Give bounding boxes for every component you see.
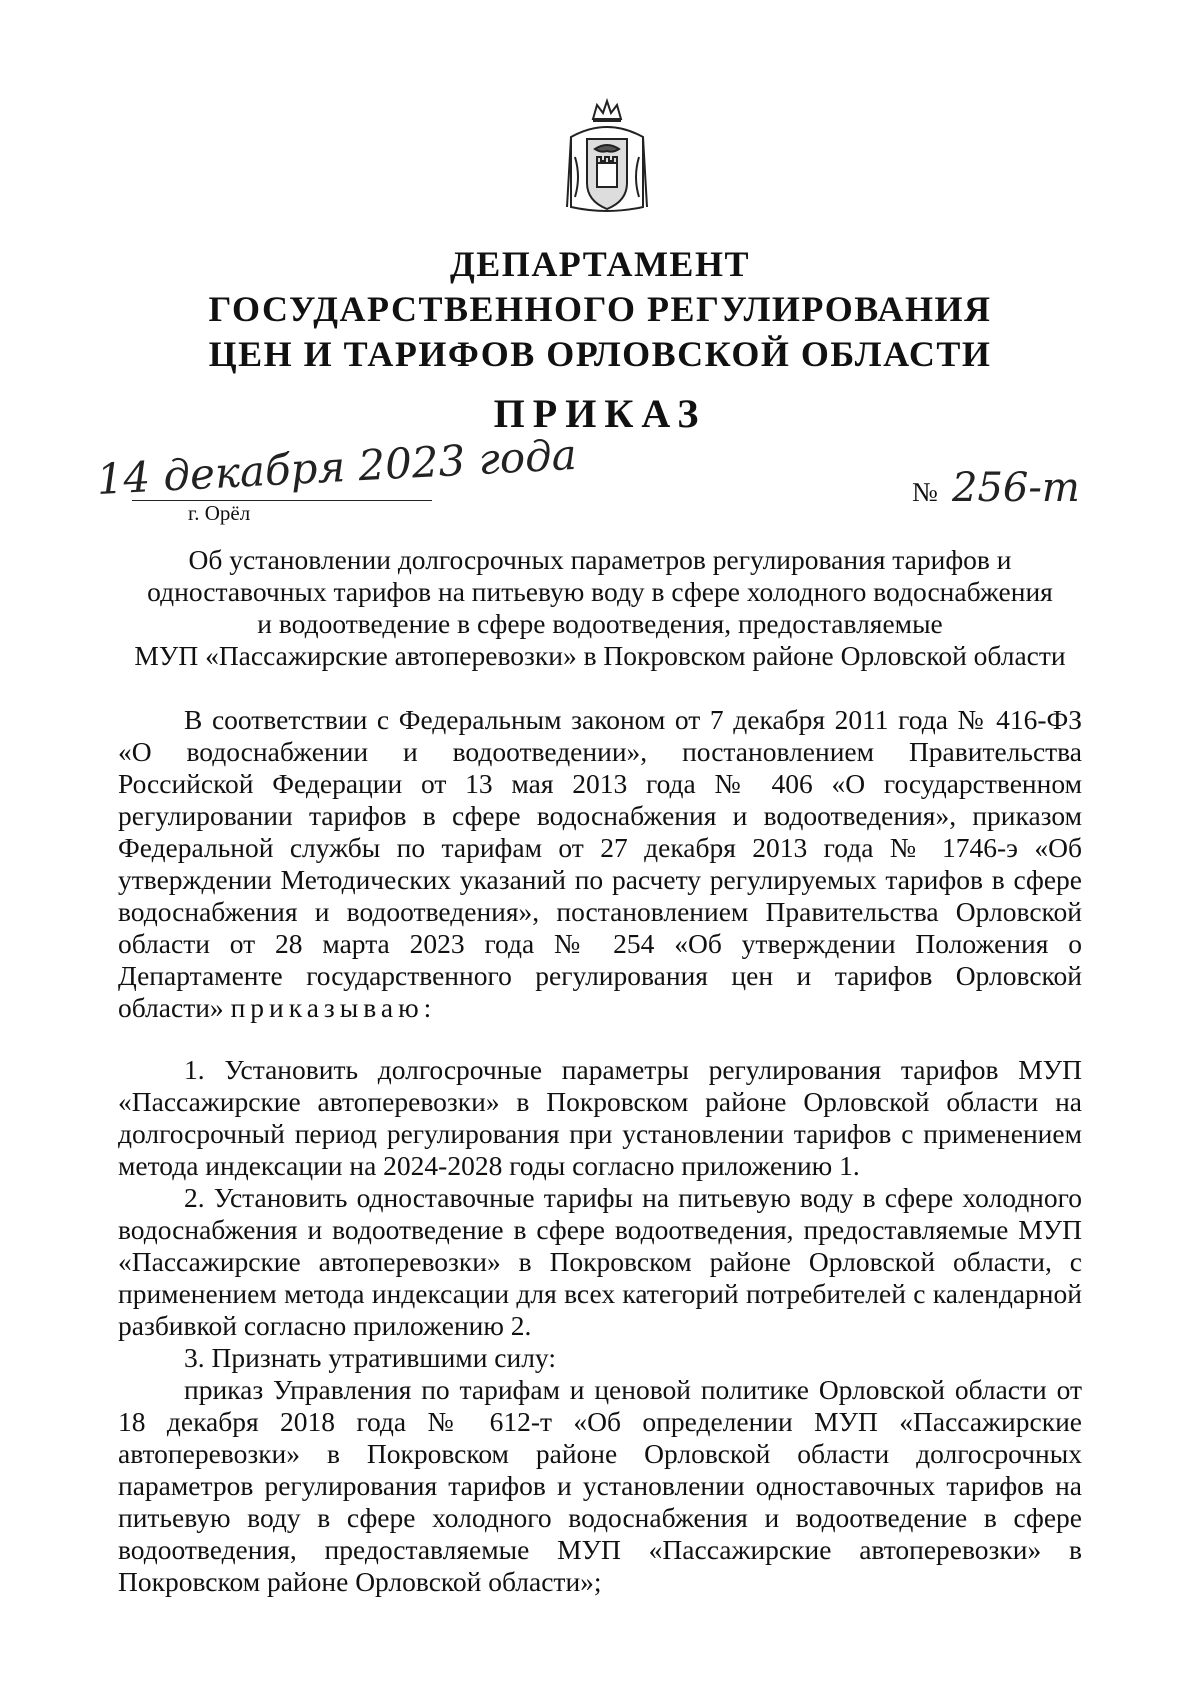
subject-line: одноставочных тарифов на питьевую воду в сфере холодного водоснабжения — [147, 576, 1053, 607]
preamble-text: В соответствии с Федеральным законом от 7 декабря 2011 года № 416-ФЗ «О водоснабжении и водоотведении», постановлением Правительства Российской Федерации от 13 мая 2013 года № 406 «О государственном регулировании тарифов в сфере водоснабжения и водоотведения», приказом Федеральной службы по тарифам от 27 декабря 2013 года № 1746-э «Об утверждении Методических указаний по расчету регулируемых тарифов в сфере водоснабжения и водоотведения», постановлением Правительства Орловской области от 28 марта 2023 года № 254 «Об утверждении Положения о Департаменте государственного регулирования цен и тарифов Орловской области» — [118, 704, 1082, 1023]
subject-line: и водоотведение в сфере водоотведения, предоставляемые — [257, 608, 943, 639]
org-name-line2: ГОСУДАРСТВЕННОГО РЕГУЛИРОВАНИЯ — [208, 289, 992, 329]
handwritten-date: 14 декабря 2023 года — [95, 429, 578, 504]
city-label: г. Орёл — [188, 501, 251, 525]
subject-line: Об установлении долгосрочных параметров регулирования тарифов и — [188, 544, 1012, 575]
item-3: 3. Признать утратившими силу: — [184, 1342, 556, 1373]
order-subject — [118, 544, 1082, 672]
org-name-line3: ЦЕН И ТАРИФОВ ОРЛОВСКОЙ ОБЛАСТИ — [208, 334, 992, 374]
preamble-action: приказываю: — [230, 992, 437, 1023]
item-2: 2. Установить одноставочные тарифы на питьевую воду в сфере холодного водоснабжения и водоотведение в сфере водоотведения, предоставляемые МУП «Пассажирские автоперевозки» в Покровском районе Орловской области, с применением метода индексации для всех категорий потребителей с календарной разбивкой согласно приложению 2. — [118, 1182, 1082, 1341]
number-label: № — [912, 477, 938, 507]
order-body — [118, 704, 1082, 1598]
date-underline — [132, 500, 432, 501]
item-1: 1. Установить долгосрочные параметры регулирования тарифов МУП «Пассажирские автоперевозки» в Покровском районе Орловской области на долгосрочный период регулирования при установлении тарифов с применением метода индексации на 2024-2028 годы согласно приложению 1. — [118, 1054, 1082, 1181]
item-3-text: приказ Управления по тарифам и ценовой политике Орловской области от 18 декабря 2018 года № 612-т «Об определении МУП «Пассажирские автоперевозки» в Покровском районе Орловской области долгосрочных параметров регулирования тарифов и установлении одноставочных тарифов на питьевую воду в сфере холодного водоснабжения и водоотведение в сфере водоотведения, предоставляемые МУП «Пассажирские автоперевозки» в Покровском районе Орловской области»; — [118, 1374, 1082, 1597]
org-name-line1: ДЕПАРТАМЕНТ — [450, 244, 750, 284]
preamble-paragraph — [118, 704, 1082, 1024]
subject-line: МУП «Пассажирские автоперевозки» в Покровском районе Орловской области — [134, 640, 1066, 671]
coat-of-arms-icon — [563, 97, 651, 217]
document-type-title: ПРИКАЗ — [493, 391, 707, 436]
handwritten-number: 256-т — [952, 465, 1080, 511]
